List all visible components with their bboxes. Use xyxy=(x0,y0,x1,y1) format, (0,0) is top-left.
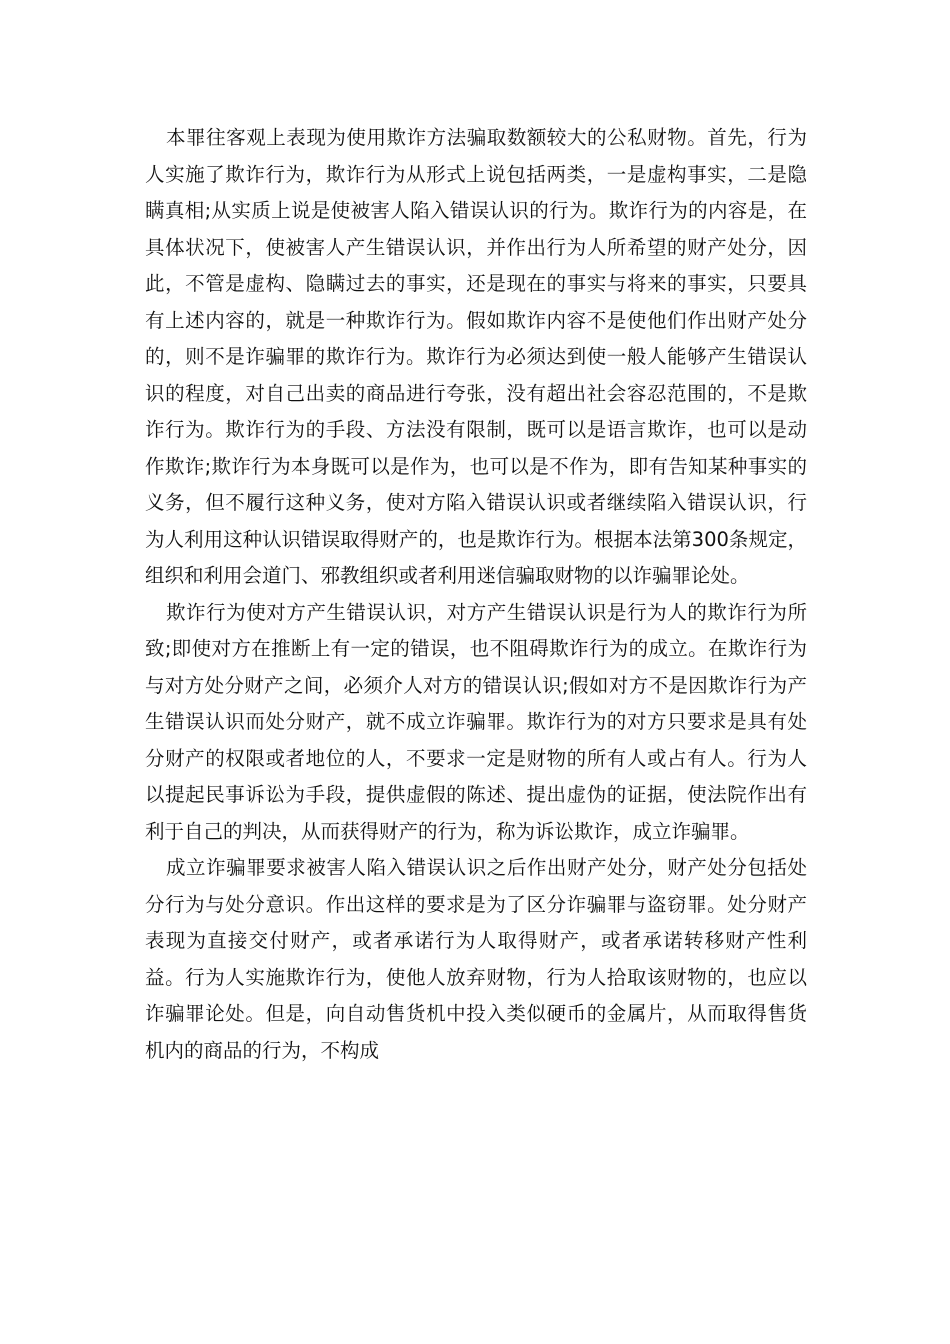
document-body xyxy=(145,120,807,1069)
paragraph-2: 欺诈行为使对方产生错误认识，对方产生错误认识是行为人的欺诈行为所致;即使对方在推断上有一定的错误，也不阻碍欺诈行为的成立。在欺诈行为与对方处分财产之间，必须介人对方的错误认识;假如对方不是因欺诈行为产生错误认识而处分财产，就不成立诈骗罪。欺诈行为的对方只要求是具有处分财产的权限或者地位的人，不要求一定是财物的所有人或占有人。行为人以提起民事诉讼为手段，提供虚假的陈述、提出虚伪的证据，使法院作出有利于自己的判决，从而获得财产的行为，称为诉讼欺诈，成立诈骗罪。 xyxy=(145,600,807,843)
paragraph-1: 本罪往客观上表现为使用欺诈方法骗取数额较大的公私财物。首先，行为人实施了欺诈行为，欺诈行为从形式上说包括两类，一是虚构事实，二是隐瞒真相;从实质上说是使被害人陷入错误认识的行为。欺诈行为的内容是，在具体状况下，使被害人产生错误认识，并作出行为人所希望的财产处分，因此，不管是虚构、隐瞒过去的事实，还是现在的事实与将来的事实，只要具有上述内容的，就是一种欺诈行为。假如欺诈内容不是使他们作出财产处分的，则不是诈骗罪的欺诈行为。欺诈行为必须达到使一般人能够产生错误认识的程度，对自己出卖的商品进行夸张，没有超出社会容忍范围的，不是欺诈行为。欺诈行为的手段、方法没有限制，既可以是语言欺诈，也可以是动作欺诈;欺诈行为本身既可以是作为，也可以是不作为，即有告知某种事实的义务，但不履行这种义务，使对方陷入错误认识或者继续陷入错误认识，行为人利用这种认识错误取得财产的，也是欺诈行为。根据本法第300条规定，组织和利用会道门、邪教组织或者利用迷信骗取财物的以诈骗罪论处。 xyxy=(145,126,807,587)
paragraph-3: 成立诈骗罪要求被害人陷入错误认识之后作出财产处分，财产处分包括处分行为与处分意识。作出这样的要求是为了区分诈骗罪与盗窃罪。处分财产表现为直接交付财产，或者承诺行为人取得财产，或者承诺转移财产性利益。行为人实施欺诈行为，使他人放弃财物，行为人拾取该财物的，也应以诈骗罪论处。但是，向自动售货机中投入类似硬币的金属片，从而取得售货机内的商品的行为，不构成 xyxy=(145,856,807,1062)
